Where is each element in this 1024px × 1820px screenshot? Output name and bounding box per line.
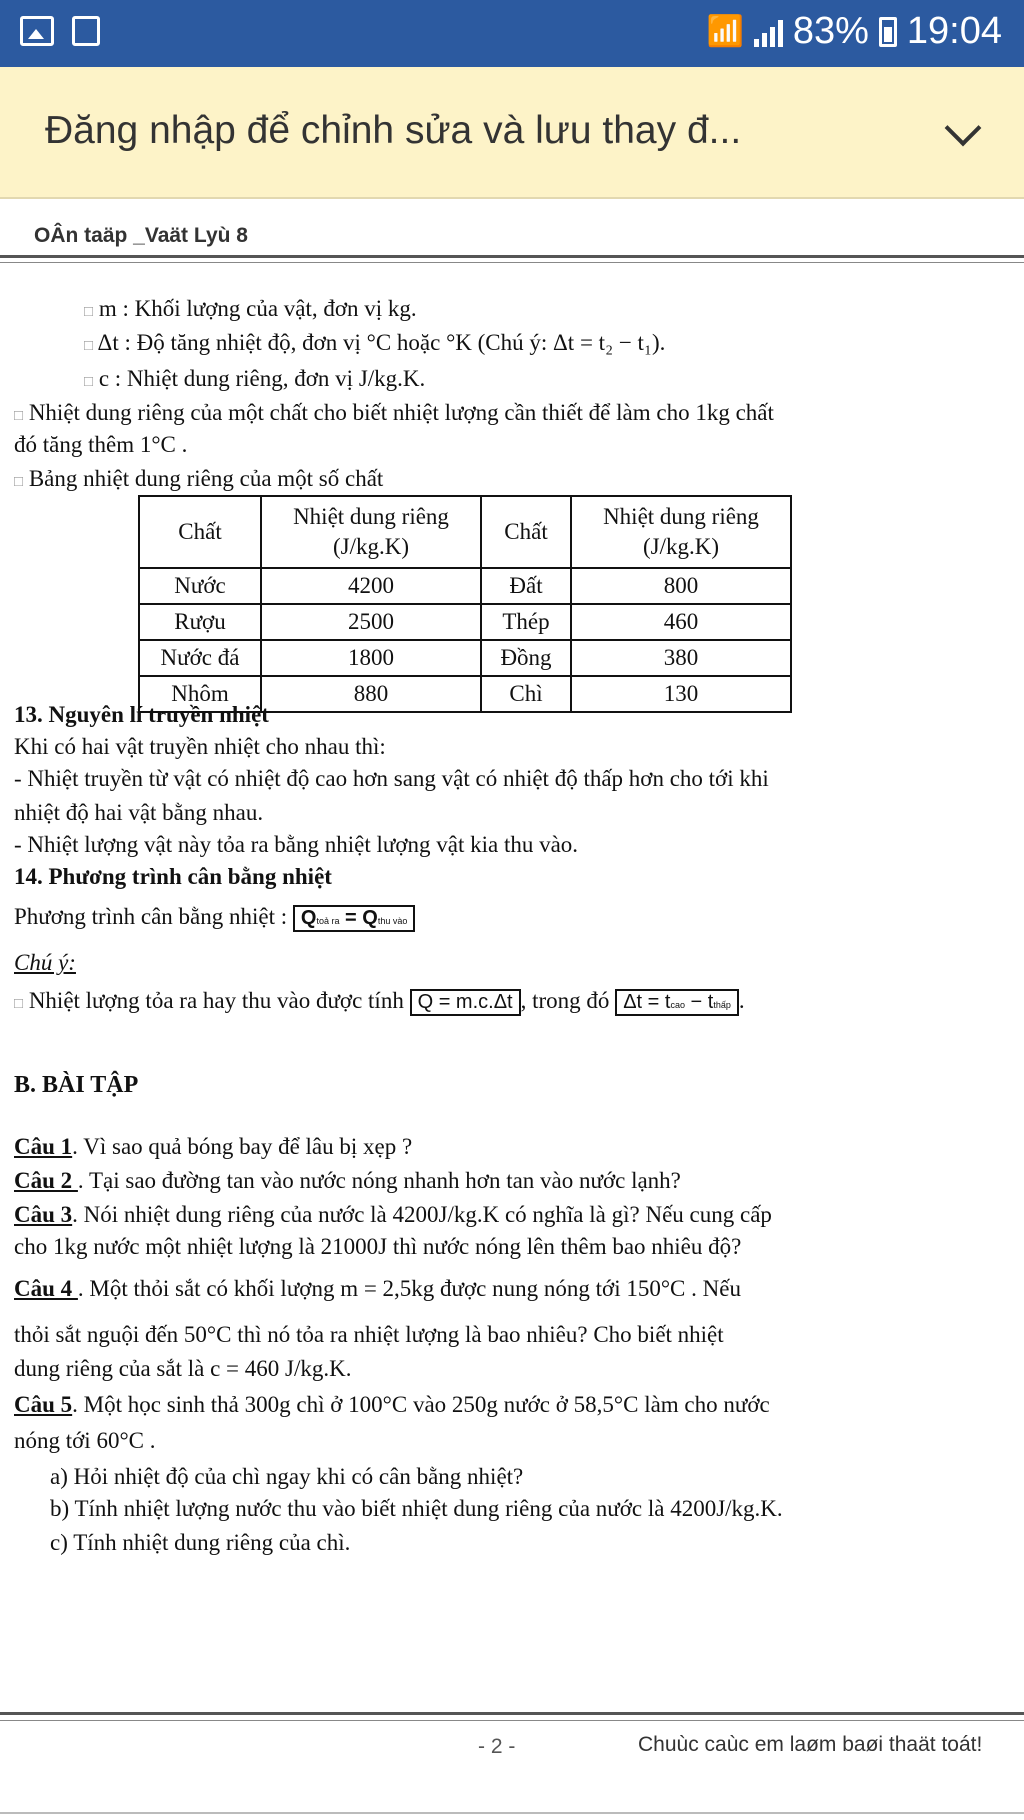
section-14-title: 14. Phương trình cân bằng nhiệt <box>14 864 332 889</box>
question-2: Câu 2 . Tại sao đường tan vào nước nóng nhanh hơn tan vào nước lạnh? <box>14 1168 681 1193</box>
heat-capacity-table <box>138 495 792 713</box>
battery-percent: 83% <box>792 10 869 52</box>
para1a: □ Nhiệt dung riêng của một chất cho biết nhiệt lượng cần thiết để làm cho 1kg chất <box>14 400 774 425</box>
question-3b: cho 1kg nước một nhiệt lượng là 21000J thì nước nóng lên thêm bao nhiêu độ? <box>14 1234 742 1259</box>
bullet-icon: □ <box>84 337 94 354</box>
footer-rule <box>0 1712 1024 1715</box>
question-1: Câu 1. Vì sao quả bóng bay để lâu bị xẹp ? <box>14 1134 413 1159</box>
clock: 19:04 <box>906 10 1002 52</box>
th-ndr-2: Nhiệt dung riêng (J/kg.K) <box>571 496 791 568</box>
s13-line2: - Nhiệt truyền từ vật có nhiệt độ cao hơn sang vật có nhiệt độ thấp hơn cho tới khi <box>14 766 769 791</box>
question-4c: dung riêng của sắt là c = 460 J/kg.K. <box>14 1356 352 1381</box>
footer-text: Chuùc caùc em laøm baøi thaät toát! <box>638 1733 983 1756</box>
s13-line4: - Nhiệt lượng vật này tỏa ra bằng nhiệt lượng vật kia thu vào. <box>14 832 579 857</box>
question-3a: Câu 3. Nói nhiệt dung riêng của nước là 4200J/kg.K có nghĩa là gì? Nếu cung cấp <box>14 1202 772 1227</box>
gallery-icon <box>20 16 54 46</box>
bullet-icon: □ <box>14 407 24 424</box>
question-5-part-a: a) Hỏi nhiệt độ của chì ngay khi có cân bằng nhiệt? <box>50 1464 524 1489</box>
table-row: Nước đá 1800 Đồng 380 <box>139 640 791 676</box>
document-icon <box>72 16 100 46</box>
signal-icon <box>754 17 783 47</box>
def-m: □ m : Khối lượng của vật, đơn vị kg. <box>84 296 417 321</box>
battery-icon <box>879 17 897 47</box>
s13-line3: nhiệt độ hai vật bằng nhau. <box>14 800 264 825</box>
chevron-down-icon[interactable] <box>945 110 982 147</box>
bullet-icon: □ <box>14 473 24 490</box>
delta-t-formula: Δt = tcao − tthấp <box>615 989 739 1016</box>
bullet-icon: □ <box>84 373 94 390</box>
question-5-part-c: c) Tính nhiệt dung riêng của chì. <box>50 1530 351 1555</box>
question-4b: thỏi sắt nguội đến 50°C thì nó tỏa ra nhiệt lượng là bao nhiêu? Cho biết nhiệt <box>14 1322 724 1347</box>
table-header-row <box>139 496 791 568</box>
page-number: - 2 - <box>478 1735 516 1758</box>
def-dt: □ Δt : Độ tăng nhiệt độ, đơn vị °C hoặc °K (Chú ý: Δt = t₂ − t₁). <box>84 330 666 355</box>
table-row: Rượu 2500 Thép 460 <box>139 604 791 640</box>
th-chat-2: Chất <box>481 496 571 568</box>
s14-equation-line: Phương trình cân bằng nhiệt : Qtoả ra = Qthu vào <box>14 904 415 932</box>
bullet-icon: □ <box>84 303 94 320</box>
th-ndr: Nhiệt dung riêng (J/kg.K) <box>261 496 481 568</box>
question-4a: Câu 4 . Một thỏi sắt có khối lượng m = 2,5kg được nung nóng tới 150°C . Nếu <box>14 1276 741 1301</box>
balance-formula: Qtoả ra = Qthu vào <box>293 905 415 932</box>
table-caption: □ Bảng nhiệt dung riêng của một số chất <box>14 466 384 491</box>
chu-y-label: Chú ý: <box>14 950 76 975</box>
footer-rule-thin <box>0 1720 1024 1721</box>
table-row: Nước 4200 Đất 800 <box>139 568 791 604</box>
s13-line1: Khi có hai vật truyền nhiệt cho nhau thì: <box>14 734 386 759</box>
section-13-title: 13. Nguyên lí truyền nhiệt <box>14 702 269 727</box>
wifi-icon: 📶 <box>706 15 744 48</box>
s14-note: □ Nhiệt lượng tỏa ra hay thu vào được tính Q = m.c.Δt , trong đó Δt = tcao − tthấp . <box>14 988 745 1016</box>
heat-formula: Q = m.c.Δt <box>410 989 521 1016</box>
header-rule <box>0 255 1024 258</box>
def-c: □ c : Nhiệt dung riêng, đơn vị J/kg.K. <box>84 366 426 391</box>
banner-text: Đăng nhập để chỉnh sửa và lưu thay đ... <box>45 109 742 152</box>
bullet-icon: □ <box>14 995 24 1012</box>
question-5b: nóng tới 60°C . <box>14 1428 156 1453</box>
status-bar <box>0 0 1024 67</box>
question-5a: Câu 5. Một học sinh thả 300g chì ở 100°C vào 250g nước ở 58,5°C làm cho nước <box>14 1392 770 1417</box>
question-5-part-b: b) Tính nhiệt lượng nước thu vào biết nhiệt dung riêng của nước là 4200J/kg.K. <box>50 1496 783 1521</box>
sign-in-banner[interactable] <box>0 67 1024 199</box>
page-header: OÂn taäp _Vaät Lyù 8 <box>34 224 248 247</box>
para1b: đó tăng thêm 1°C . <box>14 432 188 457</box>
bottom-divider <box>0 1812 1024 1814</box>
table-row: Nhôm 880 Chì 130 <box>139 676 791 712</box>
header-rule-thin <box>0 262 1024 263</box>
bai-tap-title: B. BÀI TẬP <box>14 1072 139 1098</box>
th-chat: Chất <box>139 496 261 568</box>
